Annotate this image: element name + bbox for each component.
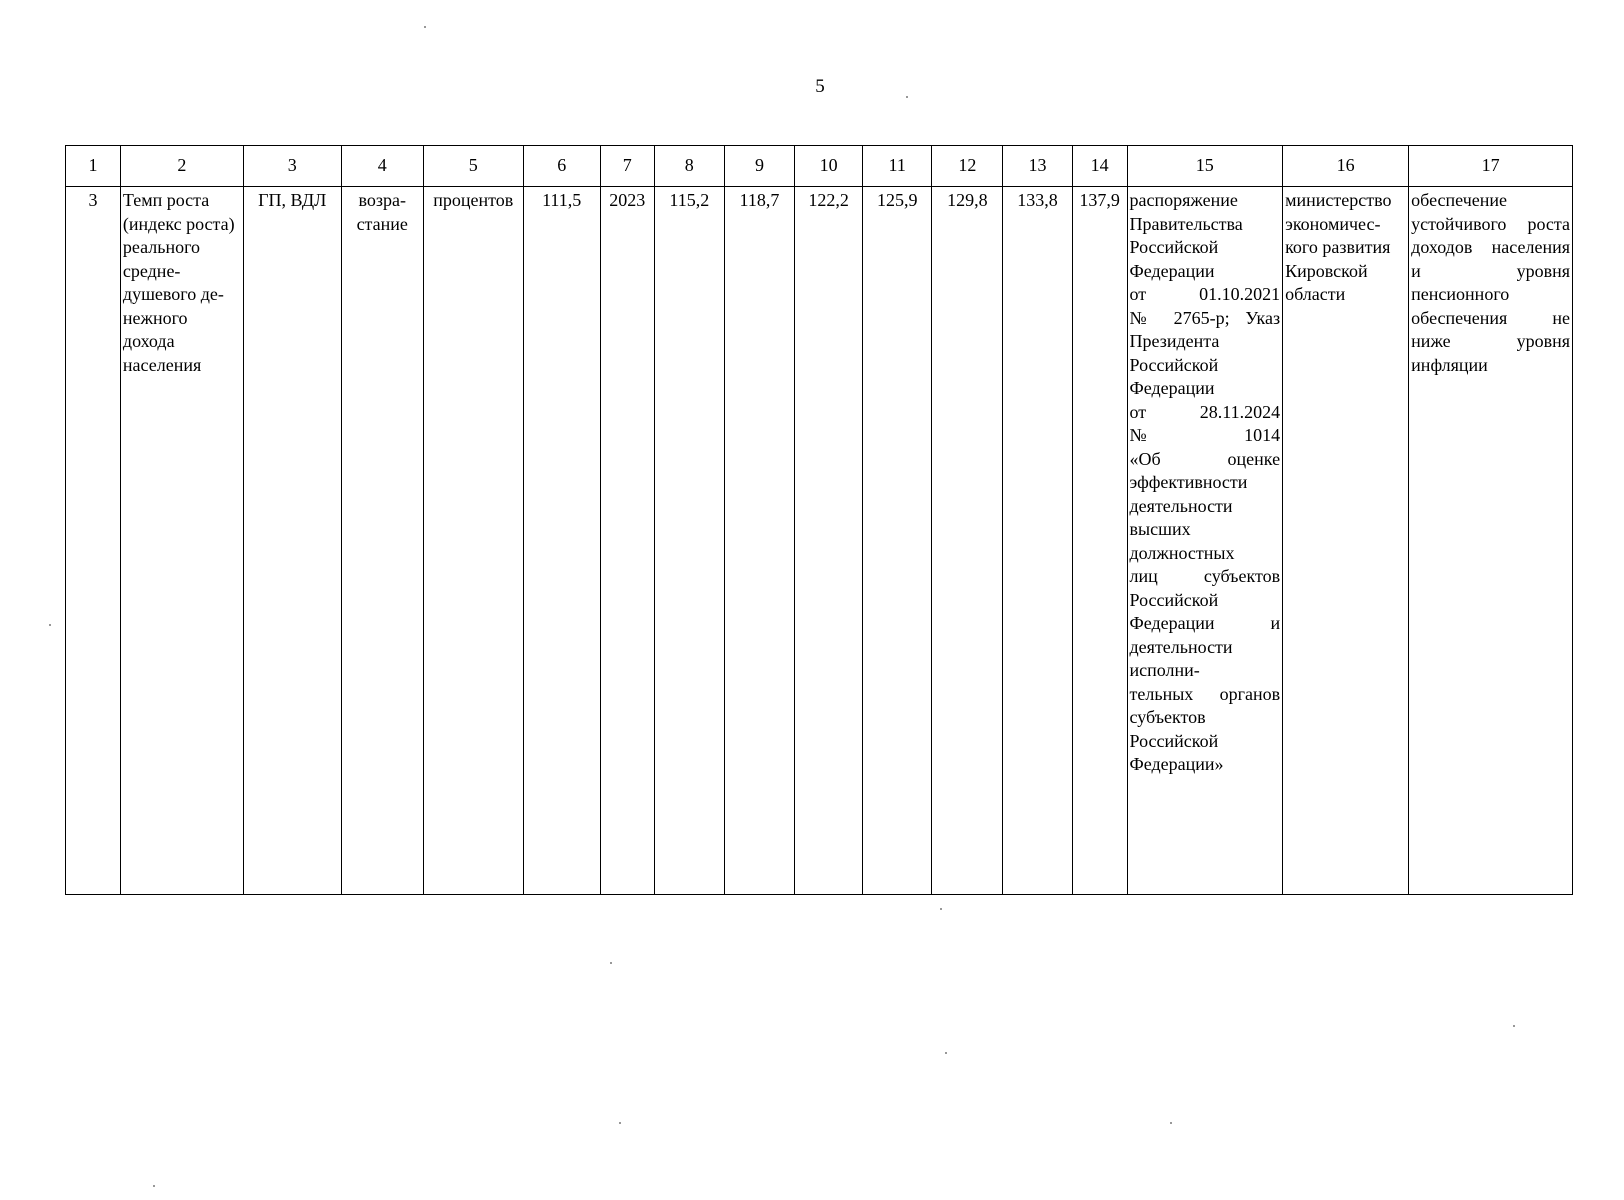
value-cell-9: 118,7 (724, 187, 794, 895)
header-col-11: 11 (863, 146, 932, 187)
indicator-name-cell: Темп роста (индекс роста) реального средне- душевого де- нежного дохода населения (120, 187, 243, 895)
scan-speck (424, 26, 426, 28)
basis-line: лиц субъектов (1129, 566, 1281, 586)
header-col-1: 1 (66, 146, 121, 187)
indicator-table (65, 145, 1573, 895)
responsible-body-cell: министерство экономичес- кого развития Кировской области (1283, 187, 1409, 895)
basis-line: Федерации (1129, 378, 1215, 398)
goal-line: пенсионного (1411, 284, 1510, 304)
basis-line: Федерации (1129, 260, 1215, 281)
basis-line: Российской (1129, 589, 1219, 610)
goal-line: доходов населения (1411, 237, 1570, 257)
scan-speck (49, 624, 51, 626)
dynamics-cell: возра- стание (341, 187, 423, 895)
header-col-15: 15 (1127, 146, 1283, 187)
value-cell-8: 115,2 (654, 187, 724, 895)
header-col-6: 6 (523, 146, 600, 187)
basis-line: эффективности (1129, 472, 1248, 492)
basis-line: деятельности (1129, 495, 1233, 516)
basis-line: должностных (1129, 542, 1235, 563)
basis-line: субъектов (1129, 707, 1206, 727)
basis-line: от 01.10.2021 (1129, 284, 1281, 304)
header-col-14: 14 (1072, 146, 1127, 187)
scan-speck (610, 962, 612, 964)
header-col-4: 4 (341, 146, 423, 187)
basis-line: деятельности (1129, 636, 1233, 657)
basis-line: № 1014 (1129, 425, 1281, 445)
basis-line: № 2765-р; Указ (1129, 307, 1281, 328)
value-cell-12: 129,8 (932, 187, 1003, 895)
scan-speck (945, 1052, 947, 1054)
header-col-10: 10 (795, 146, 863, 187)
scan-speck (153, 1185, 155, 1187)
header-col-13: 13 (1003, 146, 1072, 187)
basis-line: Российской (1129, 730, 1219, 751)
row-number-cell: 3 (66, 187, 121, 895)
goal-cell (1409, 187, 1573, 895)
basis-line: Российской (1129, 354, 1219, 375)
goal-line: устойчивого роста (1411, 213, 1570, 234)
indicator-type-cell: ГП, ВДЛ (243, 187, 341, 895)
page-number: 5 (815, 76, 825, 97)
header-col-2: 2 (120, 146, 243, 187)
goal-line: и уровня (1411, 260, 1570, 281)
basis-line: от 28.11.2024 (1129, 401, 1281, 422)
scan-speck (619, 1122, 621, 1124)
scan-speck (906, 96, 908, 98)
scan-speck (940, 908, 942, 910)
header-col-9: 9 (724, 146, 794, 187)
table-row (66, 187, 1573, 895)
value-cell-10: 122,2 (795, 187, 863, 895)
header-col-17: 17 (1409, 146, 1573, 187)
table-header-row (66, 146, 1573, 187)
scan-speck (1513, 1025, 1515, 1027)
basis-line: Правительства (1129, 213, 1243, 234)
basis-line: исполни- (1129, 660, 1200, 680)
value-cell-14: 137,9 (1072, 187, 1127, 895)
value-cell-13: 133,8 (1003, 187, 1072, 895)
header-col-5: 5 (423, 146, 523, 187)
header-col-3: 3 (243, 146, 341, 187)
base-year-cell: 2023 (600, 187, 654, 895)
basis-line: распоряжение (1129, 190, 1238, 210)
header-col-8: 8 (654, 146, 724, 187)
document-basis-cell (1127, 187, 1283, 895)
goal-line: обеспечение (1411, 190, 1507, 210)
basis-line: высших (1129, 519, 1191, 539)
basis-line: тельных органов (1129, 683, 1281, 704)
goal-line: ниже уровня (1411, 331, 1570, 351)
header-col-16: 16 (1283, 146, 1409, 187)
base-value-cell: 111,5 (523, 187, 600, 895)
header-col-12: 12 (932, 146, 1003, 187)
basis-line: Российской (1129, 237, 1219, 257)
basis-line: «Об оценке (1129, 448, 1281, 469)
value-cell-11: 125,9 (863, 187, 932, 895)
basis-line: Президента (1129, 331, 1220, 351)
scan-speck (1170, 1122, 1172, 1124)
goal-line: обеспечения не (1411, 307, 1570, 328)
unit-cell: процентов (423, 187, 523, 895)
basis-line: Федерации» (1129, 754, 1224, 774)
goal-line: инфляции (1411, 354, 1488, 375)
basis-line: Федерации и (1129, 613, 1281, 633)
header-col-7: 7 (600, 146, 654, 187)
